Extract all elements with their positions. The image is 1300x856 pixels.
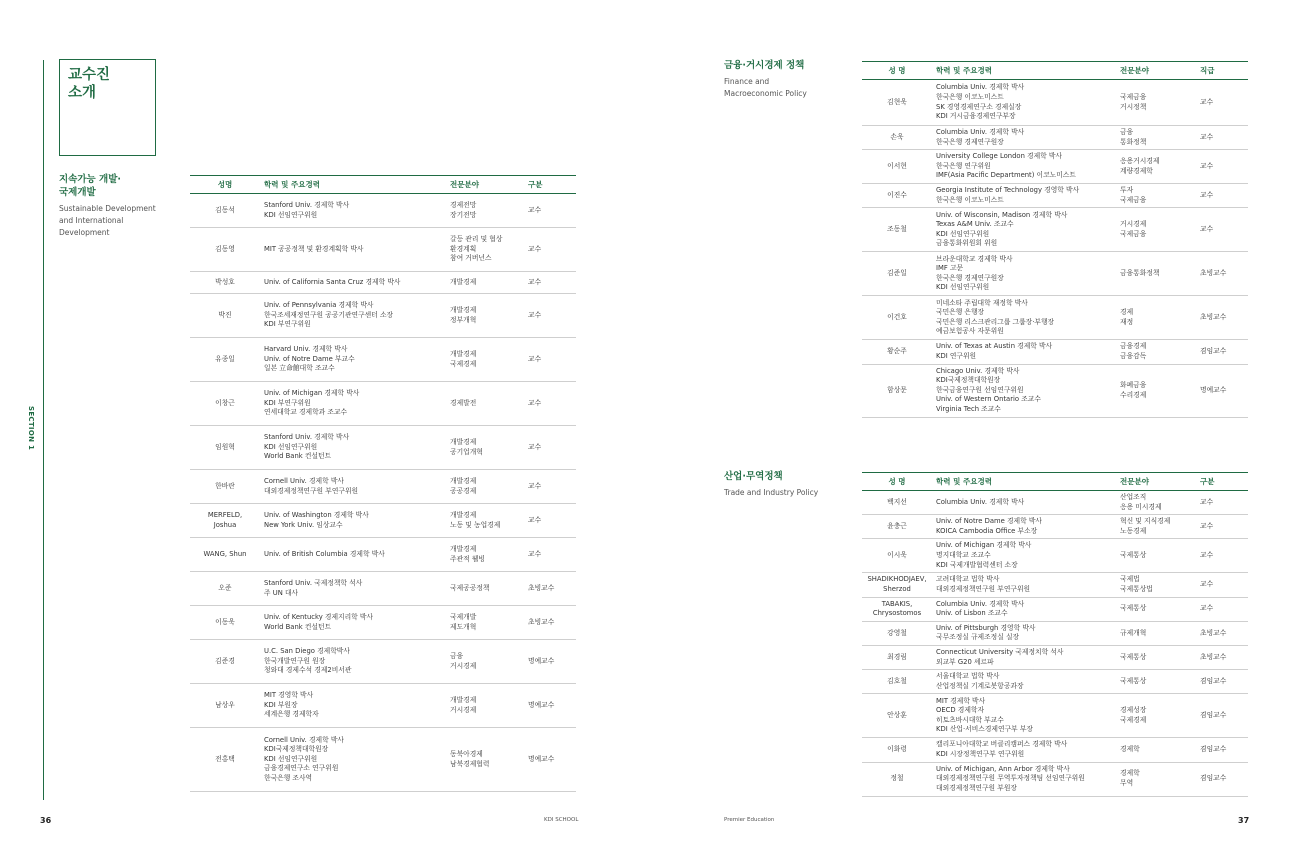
header-rank: 직급 [1196, 62, 1248, 80]
cell-name: TABAKIS, Chrysostomos [862, 597, 932, 621]
cell-rank: 교수 [524, 294, 576, 338]
section-label [25, 408, 37, 456]
table-row [862, 150, 1248, 184]
cell-rank: 겸임교수 [1196, 670, 1248, 694]
cell-career: Georgia Institute of Technology 경영학 박사 한국은행 이코노미스트 [932, 184, 1116, 208]
cell-career: University College London 경제학 박사 한국은행 연구위원 IMF(Asia Pacific Department) 이코노미스트 [932, 150, 1116, 184]
cell-career: Columbia Univ. 경제학 박사 Univ. of Lisbon 조교수 [932, 597, 1116, 621]
cell-field: 경제학 무역 [1116, 762, 1196, 796]
header-field: 전문분야 [1116, 62, 1196, 80]
cell-field: 개발경제 공기업개혁 [446, 426, 524, 470]
cell-name: 김준경 [190, 640, 260, 684]
cell-field: 투자 국제금융 [1116, 184, 1196, 208]
section-label-text: SECTION 1 [27, 406, 35, 451]
category-subtitle-line: Macroeconomic Policy [724, 89, 807, 98]
cell-field: 금융통화정책 [1116, 252, 1196, 296]
cell-rank: 겸임교수 [1196, 694, 1248, 738]
faculty-table-trade [862, 472, 1248, 797]
cell-career: MIT 경제학 박사 OECD 경제학자 히토츠바시대학 부교수 KDI 산업·서비스경제연구부 부장 [932, 694, 1116, 738]
cell-career: Univ. of Pennsylvania 경제학 박사 한국조세재정연구원 공공기관연구센터 소장 KDI 부연구위원 [260, 294, 446, 338]
cell-career: Chicago Univ. 경제학 박사 KDI국제정책대학원장 한국금융연구원 선임연구위원 Univ. of Western Ontario 조교수 Virginia Tech 조교수 [932, 364, 1116, 417]
cell-field: 금융 거시경제 [446, 640, 524, 684]
cell-career: 캘리포니아대학교 버클리캠퍼스 경제학 박사 KDI 시장정책연구부 연구위원 [932, 738, 1116, 762]
footer-label: KDI SCHOOL [544, 817, 579, 823]
category-subtitle-line: Sustainable Development [59, 204, 156, 213]
table-row [862, 80, 1248, 126]
table-row [862, 645, 1248, 669]
cell-name: 전홍택 [190, 728, 260, 792]
table-row [190, 728, 576, 792]
cell-rank: 교수 [1196, 539, 1248, 573]
cell-career: Univ. of Pittsburgh 경영학 박사 국무조정실 규제조정실 실장 [932, 621, 1116, 645]
cell-field: 경제성장 국제경제 [1116, 694, 1196, 738]
vertical-green-rule [43, 60, 44, 800]
cell-name: 최경림 [862, 645, 932, 669]
cell-career: Univ. of Texas at Austin 경제학 박사 KDI 연구위원 [932, 340, 1116, 364]
cell-field: 혁신 및 지식경제 노동경제 [1116, 515, 1196, 539]
cell-rank: 교수 [524, 194, 576, 228]
cell-name: 김동영 [190, 228, 260, 272]
cell-career: 미네소타 주립대학 재정학 박사 국민은행 은행장 국민은행 리스크관리그룹 그룹장·부행장 예금보험공사 자문위원 [932, 296, 1116, 340]
cell-field: 국제개발 제도개혁 [446, 606, 524, 640]
cell-name: 이동욱 [190, 606, 260, 640]
table-row [862, 573, 1248, 597]
cell-name: 이화령 [862, 738, 932, 762]
cell-rank: 교수 [1196, 150, 1248, 184]
cell-name: 오준 [190, 572, 260, 606]
table-row [862, 694, 1248, 738]
cell-name: 김준일 [862, 252, 932, 296]
table-row [862, 491, 1248, 515]
cell-rank: 초빙교수 [524, 572, 576, 606]
category-subtitle [724, 76, 844, 100]
cell-field: 규제개혁 [1116, 621, 1196, 645]
category-title [59, 173, 169, 199]
cell-career: Stanford Univ. 경제학 박사 KDI 선임연구위원 [260, 194, 446, 228]
cell-field: 국제통상 [1116, 539, 1196, 573]
table-row [190, 294, 576, 338]
cell-rank: 초빙교수 [524, 606, 576, 640]
table-row [862, 184, 1248, 208]
table-row [862, 597, 1248, 621]
cell-name: 이서현 [862, 150, 932, 184]
header-career: 학력 및 주요경력 [260, 176, 446, 194]
header-rank: 구분 [524, 176, 576, 194]
cell-career: Univ. of Washington 경제학 박사 New York Univ. 임상교수 [260, 504, 446, 538]
cell-field: 산업조직 응용 미시경제 [1116, 491, 1196, 515]
cell-field: 금융경제 금융감독 [1116, 340, 1196, 364]
cell-rank: 명예교수 [1196, 364, 1248, 417]
cell-career: Univ. of California Santa Cruz 경제학 박사 [260, 272, 446, 294]
table-row [190, 640, 576, 684]
page-title-line-1: 교수진 [68, 67, 111, 83]
cell-career: Connecticut University 국제정치학 석사 외교부 G20 셰르파 [932, 645, 1116, 669]
cell-name: 조동철 [862, 208, 932, 252]
cell-career: Cornell Univ. 경제학 박사 KDI국제정책대학원장 KDI 선임연구위원 금융경제연구소 연구위원 한국은행 조사역 [260, 728, 446, 792]
header-field: 전문분야 [1116, 473, 1196, 491]
cell-field: 국제통상 [1116, 597, 1196, 621]
table-row [190, 426, 576, 470]
table-row [190, 272, 576, 294]
faculty-table-finance [862, 61, 1248, 418]
table-row [862, 762, 1248, 796]
table-row [190, 228, 576, 272]
table-row [190, 194, 576, 228]
cell-rank: 교수 [524, 426, 576, 470]
cell-field: 국제공공정책 [446, 572, 524, 606]
cell-name: 함상문 [862, 364, 932, 417]
cell-name: 강영철 [862, 621, 932, 645]
cell-career: Columbia Univ. 경제학 박사 [932, 491, 1116, 515]
cell-field: 동북아경제 남북경제협력 [446, 728, 524, 792]
table-row [862, 296, 1248, 340]
cell-rank: 교수 [524, 470, 576, 504]
header-name: 성 명 [862, 62, 932, 80]
cell-rank: 겸임교수 [1196, 738, 1248, 762]
category-trade [724, 470, 844, 499]
cell-name: 남상우 [190, 684, 260, 728]
table-row [190, 382, 576, 426]
footer-label: Premier Education [724, 817, 775, 823]
page-title-line-2: 소개 [68, 85, 97, 101]
cell-name: 박성호 [190, 272, 260, 294]
title-box [59, 59, 156, 156]
cell-career: MIT 공공정책 및 환경계획학 박사 [260, 228, 446, 272]
category-subtitle: Trade and Industry Policy [724, 488, 819, 497]
cell-career: 브라운대학교 경제학 박사 IMF 고문 한국은행 경제연구원장 KDI 선임연구위원 [932, 252, 1116, 296]
page-number: 36 [40, 816, 52, 825]
cell-name: 김현욱 [862, 80, 932, 126]
category-title-line: 국제개발 [59, 187, 96, 198]
cell-name: SHADIKHODJAEV, Sherzod [862, 573, 932, 597]
cell-field: 갈등 관리 및 협상 환경계획 참여 거버넌스 [446, 228, 524, 272]
cell-rank: 교수 [524, 538, 576, 572]
header-career: 학력 및 주요경력 [932, 62, 1116, 80]
cell-rank: 교수 [1196, 184, 1248, 208]
cell-rank: 초빙교수 [1196, 296, 1248, 340]
cell-rank: 교수 [1196, 208, 1248, 252]
cell-name: 박진 [190, 294, 260, 338]
category-title: 금융·거시경제 정책 [724, 60, 805, 71]
cell-field: 국제금융 거시정책 [1116, 80, 1196, 126]
cell-rank: 교수 [1196, 597, 1248, 621]
table-row [862, 252, 1248, 296]
header-name: 성명 [190, 176, 260, 194]
cell-name: MERFELD, Joshua [190, 504, 260, 538]
cell-name: 유종일 [190, 338, 260, 382]
header-field: 전문분야 [446, 176, 524, 194]
table-row [862, 621, 1248, 645]
table-row [190, 572, 576, 606]
cell-rank: 초빙교수 [1196, 252, 1248, 296]
cell-field: 개발경제 주관적 웰빙 [446, 538, 524, 572]
table-row [862, 126, 1248, 150]
category-subtitle-line: and International [59, 216, 124, 225]
cell-field: 국제법 국제통상법 [1116, 573, 1196, 597]
table-row [862, 340, 1248, 364]
cell-rank: 교수 [524, 382, 576, 426]
cell-rank: 교수 [524, 228, 576, 272]
cell-career: Univ. of Kentucky 경제지리학 박사 World Bank 컨설턴트 [260, 606, 446, 640]
cell-career: Univ. of Wisconsin, Madison 경제학 박사 Texas A&M Univ. 조교수 KDI 선임연구위원 금융통화위원회 위원 [932, 208, 1116, 252]
cell-rank: 명예교수 [524, 640, 576, 684]
cell-rank: 명예교수 [524, 684, 576, 728]
table-row [190, 606, 576, 640]
cell-rank: 명예교수 [524, 728, 576, 792]
cell-field: 응용거시경제 계량경제학 [1116, 150, 1196, 184]
header-career: 학력 및 주요경력 [932, 473, 1116, 491]
category-subtitle-line: Finance and [724, 77, 770, 86]
cell-name: 이진수 [862, 184, 932, 208]
cell-name: 한바란 [190, 470, 260, 504]
table-row [862, 515, 1248, 539]
cell-name: 이건호 [862, 296, 932, 340]
table-row [190, 538, 576, 572]
category-sustainable-development [59, 173, 169, 239]
cell-career: MIT 경영학 박사 KDI 부원장 세계은행 경제학자 [260, 684, 446, 728]
cell-field: 금융 통화정책 [1116, 126, 1196, 150]
category-subtitle-line: Development [59, 228, 110, 237]
cell-career: 서울대학교 법학 박사 산업정책실 기계로봇항공과장 [932, 670, 1116, 694]
cell-career: U.C. San Diego 경제학박사 한국개발연구원 원장 청와대 경제수석 경제2비서관 [260, 640, 446, 684]
cell-career: Univ. of Michigan 경제학 박사 KDI 부연구위원 연세대학교 경제학과 조교수 [260, 382, 446, 426]
page-number: 37 [1238, 816, 1250, 825]
cell-field: 국제통상 [1116, 645, 1196, 669]
cell-rank: 교수 [1196, 126, 1248, 150]
cell-name: WANG, Shun [190, 538, 260, 572]
cell-field: 경제학 [1116, 738, 1196, 762]
cell-name: 백지선 [862, 491, 932, 515]
cell-career: Univ. of Michigan 경제학 박사 명지대학교 조교수 KDI 국제개발협력센터 소장 [932, 539, 1116, 573]
cell-rank: 교수 [1196, 515, 1248, 539]
category-subtitle [59, 203, 169, 239]
cell-rank: 겸임교수 [1196, 762, 1248, 796]
cell-field: 거시경제 국제금융 [1116, 208, 1196, 252]
cell-field: 경제 재정 [1116, 296, 1196, 340]
cell-field: 국제통상 [1116, 670, 1196, 694]
cell-rank: 교수 [1196, 573, 1248, 597]
header-name: 성 명 [862, 473, 932, 491]
table-row [190, 684, 576, 728]
cell-rank: 교수 [524, 272, 576, 294]
cell-field: 개발경제 거시경제 [446, 684, 524, 728]
cell-name: 임원혁 [190, 426, 260, 470]
cell-rank: 교수 [524, 504, 576, 538]
category-title-line: 지속가능 개발· [59, 174, 121, 185]
cell-field: 개발경제 노동 및 농업경제 [446, 504, 524, 538]
table-row [862, 208, 1248, 252]
cell-career: Harvard Univ. 경제학 박사 Univ. of Notre Dame 부교수 일본 立命館대학 조교수 [260, 338, 446, 382]
cell-field: 개발경제 공공경제 [446, 470, 524, 504]
cell-name: 정철 [862, 762, 932, 796]
table-row [862, 364, 1248, 417]
cell-name: 황순주 [862, 340, 932, 364]
table-row [862, 539, 1248, 573]
table-row [862, 738, 1248, 762]
cell-field: 화폐금융 수리경제 [1116, 364, 1196, 417]
header-rank: 구분 [1196, 473, 1248, 491]
cell-career: Univ. of Michigan, Ann Arbor 경제학 박사 대외경제정책연구원 무역투자정책팀 선임연구위원 대외경제정책연구원 부원장 [932, 762, 1116, 796]
cell-field: 개발경제 국제경제 [446, 338, 524, 382]
cell-name: 윤충근 [862, 515, 932, 539]
cell-career: Univ. of Notre Dame 경제학 박사 KOICA Cambodia Office 부소장 [932, 515, 1116, 539]
cell-career: Stanford Univ. 국제정책학 석사 주 UN 대사 [260, 572, 446, 606]
cell-field: 경제전망 장기전망 [446, 194, 524, 228]
cell-career: Stanford Univ. 경제학 박사 KDI 선임연구위원 World Bank 컨설턴트 [260, 426, 446, 470]
cell-name: 안상훈 [862, 694, 932, 738]
cell-rank: 초빙교수 [1196, 621, 1248, 645]
cell-rank: 교수 [1196, 80, 1248, 126]
cell-career: Columbia Univ. 경제학 박사 한국은행 경제연구원장 [932, 126, 1116, 150]
category-title: 산업·무역정책 [724, 471, 783, 482]
cell-name: 김호철 [862, 670, 932, 694]
cell-rank: 교수 [1196, 491, 1248, 515]
cell-name: 이시욱 [862, 539, 932, 573]
cell-name: 김동석 [190, 194, 260, 228]
cell-career: Univ. of British Columbia 경제학 박사 [260, 538, 446, 572]
cell-rank: 겸임교수 [1196, 340, 1248, 364]
cell-career: Cornell Univ. 경제학 박사 대외경제정책연구원 부연구위원 [260, 470, 446, 504]
table-row [190, 470, 576, 504]
faculty-table-sustainable-development [190, 175, 576, 792]
cell-field: 개발경제 [446, 272, 524, 294]
cell-field: 경제발전 [446, 382, 524, 426]
category-finance [724, 59, 844, 100]
table-row [190, 504, 576, 538]
cell-rank: 교수 [524, 338, 576, 382]
cell-career: 고려대학교 법학 박사 대외경제정책연구원 부연구위원 [932, 573, 1116, 597]
cell-name: 이창근 [190, 382, 260, 426]
table-row [190, 338, 576, 382]
table-row [862, 670, 1248, 694]
cell-career: Columbia Univ. 경제학 박사 한국은행 이코노미스트 SK 경영경제연구소 경제실장 KDI 거시금융경제연구부장 [932, 80, 1116, 126]
cell-rank: 초빙교수 [1196, 645, 1248, 669]
cell-name: 손욱 [862, 126, 932, 150]
cell-field: 개발경제 정부개혁 [446, 294, 524, 338]
